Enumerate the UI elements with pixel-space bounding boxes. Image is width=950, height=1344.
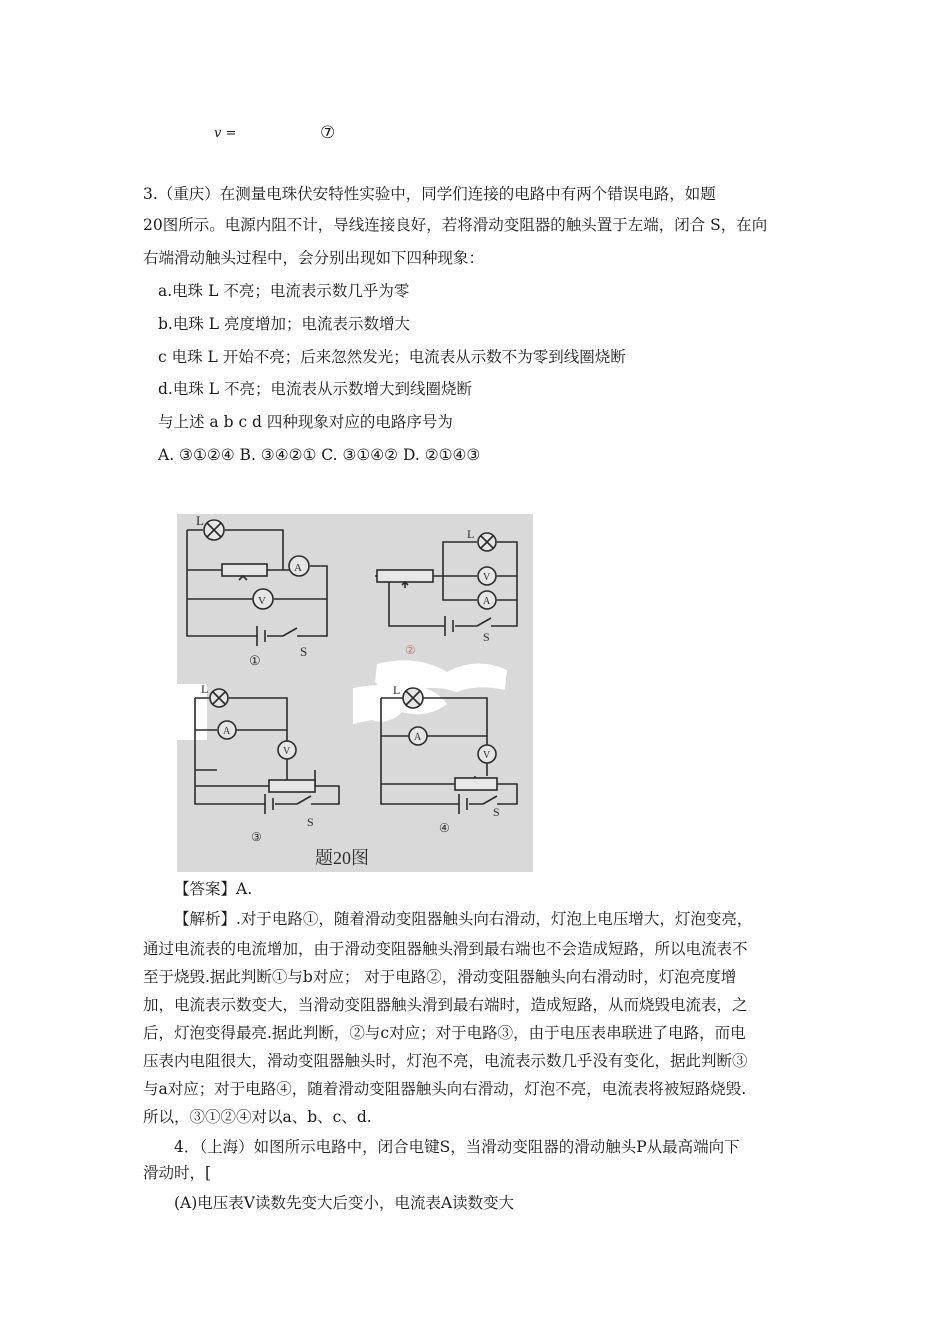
c3-ammeter-label: A — [223, 726, 231, 737]
c4-lamp-label: L — [393, 683, 401, 697]
figure-caption: 题20图 — [315, 848, 369, 868]
c1-voltmeter-label: V — [258, 595, 266, 607]
analysis-line-2: 通过电流表的电流增加，由于滑动变阻器触头滑到最右端也不会造成短路，所以电流表不 — [143, 940, 748, 958]
equation-number: ⑦ — [320, 123, 336, 143]
circuit-2 — [375, 527, 517, 657]
c1-number: ① — [249, 653, 261, 668]
q4-option-a: (A)电压表V读数先变大后变小，电流表A读数变大 — [174, 1194, 515, 1212]
analysis-line-3: 至于烧毁.据此判断①与b对应； 对于电路②，滑动变阻器触头向右滑动时，灯泡亮度增 — [143, 968, 737, 986]
c1-ammeter-label: A — [294, 562, 302, 574]
c4-ammeter-label: A — [414, 732, 422, 743]
c2-lamp-label: L — [467, 527, 475, 541]
c2-switch-label: S — [483, 630, 490, 644]
circuit-1 — [187, 514, 327, 668]
c4-number: ④ — [439, 821, 450, 835]
q3-line-2: 20图所示。电源内阻不计，导线连接良好，若将滑动变阻器的触头置于左端，闭合 S，在向 — [143, 216, 768, 234]
circuit-diagrams — [177, 514, 533, 872]
analysis-line-4: 加，电流表示数变大，当滑动变阻器触头滑到最右端时，造成短路，从而烧毁电流表，之 — [143, 996, 748, 1014]
analysis-line-8: 所以，③①②④对以a、b、c、d. — [143, 1108, 372, 1126]
c4-switch-label: S — [493, 805, 500, 819]
c3-switch-label: S — [307, 815, 314, 829]
circuit-figure — [177, 514, 533, 872]
q4-line-1: 4．（上海）如图所示电路中，闭合电键S，当滑动变阻器的滑动触头P从最高端向下 — [174, 1138, 740, 1156]
q3-line-1: 3.（重庆）在测量电珠伏安特性实验中，同学们连接的电路中有两个错误电路，如题 — [143, 185, 716, 203]
q3-prompt: 与上述 a b c d 四种现象对应的电路序号为 — [158, 413, 453, 431]
q4-line-2: 滑动时，[ — [143, 1164, 212, 1182]
c3-number: ③ — [251, 830, 262, 844]
q3-line-3: 右端滑动触头过程中，会分别出现如下四种现象： — [143, 249, 485, 267]
q3-phenomenon-b: b.电珠 L 亮度增加；电流表示数增大 — [158, 315, 410, 333]
circuit-3 — [195, 682, 339, 844]
analysis-line-7: 与a对应；对于电路④，随着滑动变阻器触头向右滑动，灯泡不亮，电流表将被短路烧毁. — [143, 1080, 747, 1098]
answer: 【答案】A. — [174, 880, 253, 898]
analysis-line-5: 后，灯泡变得最亮.据此判断，②与c对应；对于电路③，由于电压表串联进了电路，而电 — [143, 1024, 746, 1042]
q3-options: A. ③①②④ B. ③④②① C. ③①④② D. ②①④③ — [158, 446, 481, 464]
c2-number: ② — [405, 643, 416, 657]
c3-voltmeter-label: V — [283, 746, 291, 757]
analysis-line-6: 压表内电阻很大，滑动变阻器触头时，灯泡不亮，电流表示数几乎没有变化，据此判断③ — [143, 1052, 748, 1070]
c4-voltmeter-label: V — [483, 750, 491, 761]
formula-lhs: v = — [214, 126, 237, 141]
analysis-line-1: 【解析】.对于电路①，随着滑动变阻器触头向右滑动，灯泡上电压增大，灯泡变亮， — [174, 910, 753, 928]
q3-phenomenon-a: a.电珠 L 不亮；电流表示数几乎为零 — [158, 282, 410, 300]
c1-switch-label: S — [300, 644, 308, 659]
c3-lamp-label: L — [201, 682, 209, 696]
q3-phenomenon-c: c 电珠 L 开始不亮；后来忽然发光；电流表从示数不为零到线圈烧断 — [158, 348, 626, 366]
q3-phenomenon-d: d.电珠 L 不亮；电流表从示数增大到线圈烧断 — [158, 380, 472, 398]
c2-voltmeter-label: V — [483, 572, 491, 583]
c2-ammeter-label: A — [483, 596, 491, 607]
c1-lamp-label: L — [196, 514, 204, 528]
